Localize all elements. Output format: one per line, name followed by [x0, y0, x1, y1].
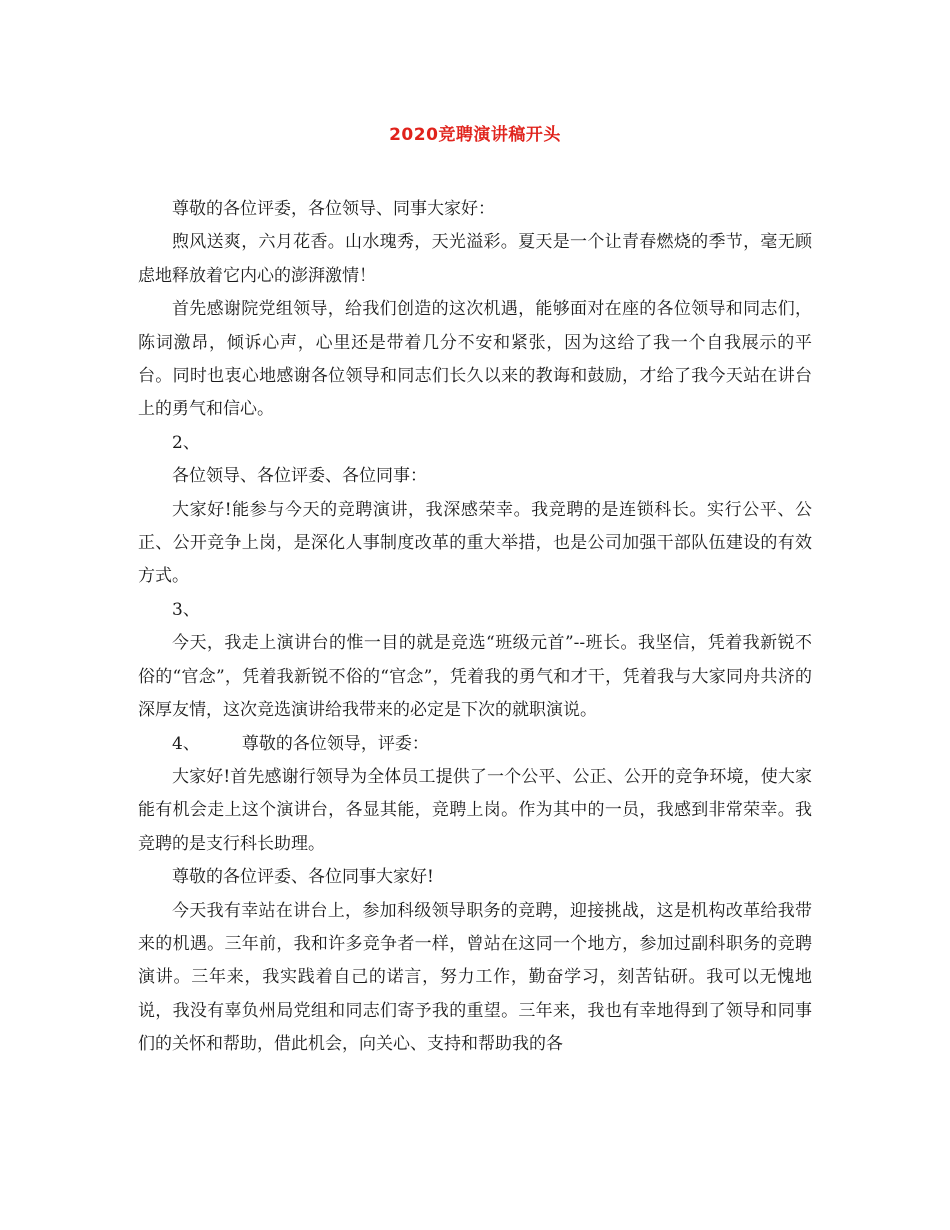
section-number-4: 4、 [172, 733, 200, 754]
paragraph-2: 煦风送爽，六月花香。山水瑰秀，天光溢彩。夏天是一个让青春燃烧的季节，毫无顾虑地释放着它内心的澎湃激情！ [138, 232, 812, 286]
paragraph-12: 今天我有幸站在讲台上，参加科级领导职务的竞聘，迎接挑战，这是机构改革给我带来的机遇。三年前，我和许多竞争者一样，曾站在这同一个地方，参加过副科职务的竞聘演讲。三年来，我实践着自己的诺言，努力工作，勤奋学习，刻苦钻研。我可以无愧地说，我没有辜负州局党组和同志们寄予我的重望。三年来，我也有幸地得到了领导和同事们的关怀和帮助，借此机会，向关心、支持和帮助我的各 [138, 900, 812, 1055]
paragraph-5: 各位领导、各位评委、各位同事： [172, 466, 427, 487]
section-4-line [138, 728, 812, 761]
paragraph-6: 大家好!能参与今天的竞聘演讲，我深感荣幸。我竞聘的是连锁科长。实行公平、公正、公开竞争上岗，是深化人事制度改革的重大举措，也是公司加强干部队伍建设的有效方式。 [138, 499, 812, 587]
document-body [138, 193, 812, 1062]
paragraph-8: 今天，我走上演讲台的惟一目的就是竞选“班级元首”--班长。我坚信，凭着我新锐不俗的“官念”，凭着我新锐不俗的“官念”，凭着我的勇气和才干，凭着我与大家同舟共济的深厚友情，这次竞选演讲给我带来的必定是下次的就职演说。 [138, 633, 812, 721]
section-number-3: 3、 [172, 599, 200, 620]
section-4-heading: 尊敬的各位领导，评委： [241, 733, 429, 754]
paragraph-11: 尊敬的各位评委、各位同事大家好! [172, 867, 434, 888]
section-number-2: 2、 [172, 432, 200, 453]
document-title: 2020竞聘演讲稿开头 [389, 125, 561, 145]
paragraph-3: 首先感谢院党组领导，给我们创造的这次机遇，能够面对在座的各位领导和同志们，陈词激昂，倾诉心声，心里还是带着几分不安和紧张，因为这给了我一个自我展示的平台。同时也衷心地感谢各位领导和同志们长久以来的教诲和鼓励，才给了我今天站在讲台上的勇气和信心。 [138, 299, 812, 420]
paragraph-1: 尊敬的各位评委，各位领导、同事大家好： [172, 199, 495, 219]
paragraph-10: 大家好!首先感谢行领导为全体员工提供了一个公平、公正、公开的竞争环境，使大家能有机会走上这个演讲台，各显其能，竞聘上岗。作为其中的一员，我感到非常荣幸。我竞聘的是支行科长助理。 [138, 766, 812, 854]
